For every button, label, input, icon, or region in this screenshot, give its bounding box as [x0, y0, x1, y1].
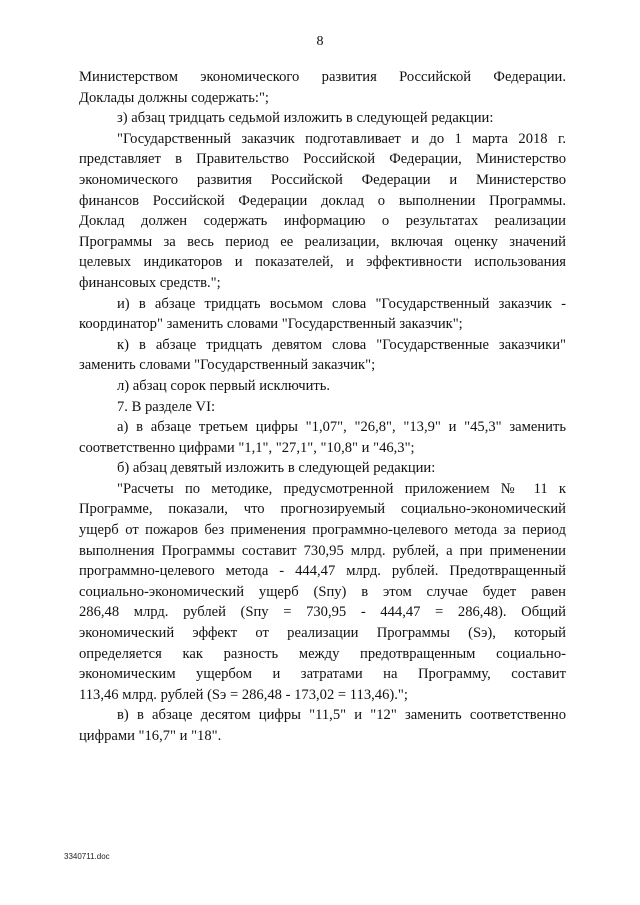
text-line: б) абзац девятый изложить в следующей редакции:	[117, 460, 436, 477]
text-line: в) в абзаце десятом цифры "11,5" и "12" заменить соответственно	[117, 707, 566, 724]
text-line: з) абзац тридцать седьмой изложить в следующей редакции:	[117, 110, 494, 127]
text-line: координатор" заменить словами "Государственный заказчик";	[79, 316, 463, 333]
text-line: ущерб от пожаров без применения программно-целевого метода за период	[79, 522, 566, 539]
text-line: Доклад должен содержать информацию о результатах реализации	[79, 213, 566, 230]
text-line: Программе, показали, что прогнозируемый социально-экономический	[79, 501, 566, 518]
text-line: "Государственный заказчик подготавливает и до 1 марта 2018 г.	[117, 130, 566, 147]
text-line: экономический эффект от реализации Программы (Sэ), который	[79, 625, 566, 642]
text-line: финансовых средств.";	[79, 274, 221, 291]
text-line: экономического развития Российской Федерации и Министерство	[79, 171, 566, 188]
document-body	[79, 67, 566, 747]
text-line: 7. В разделе VI:	[117, 398, 216, 415]
text-line: определяется как разность между предотвращенным социально-	[79, 645, 566, 662]
text-line: Программы за весь период ее реализации, включая оценку значений	[79, 233, 566, 250]
text-line: социально-экономический ущерб (Sпу) в этом случае будет равен	[79, 583, 566, 600]
text-line: л) абзац сорок первый исключить.	[117, 377, 331, 394]
text-line: представляет в Правительство Российской Федерации, Министерство	[79, 151, 566, 168]
text-line: цифрами "16,7" и "18".	[79, 728, 222, 744]
text-line: соответственно цифрами "1,1", "27,1", "10,8" и "46,3";	[79, 439, 415, 456]
text-line: и) в абзаце тридцать восьмом слова "Государственный заказчик -	[117, 295, 566, 312]
text-line: выполнения Программы составит 730,95 млрд. рублей, а при применении	[79, 542, 566, 559]
text-line: заменить словами "Государственный заказчик";	[79, 357, 376, 374]
text-line: "Расчеты по методике, предусмотренной приложением № 11 к	[117, 480, 566, 497]
text-line: 113,46 млрд. рублей (Sэ = 286,48 - 173,02 = 113,46).";	[79, 686, 408, 703]
text-line: финансов Российской Федерации доклад о выполнении Программы.	[79, 192, 566, 209]
text-line: экономическим ущербом и затратами на Программу, составит	[79, 666, 566, 683]
text-line: к) в абзаце тридцать девятом слова "Государственные заказчики"	[117, 336, 566, 353]
footer-filename: 3340711.doc	[64, 852, 110, 861]
text-line: Министерством экономического развития Российской Федерации.	[79, 69, 566, 85]
text-line: а) в абзаце третьем цифры "1,07", "26,8", "13,9" и "45,3" заменить	[117, 419, 566, 436]
page-number: 8	[316, 34, 324, 49]
text-line: 286,48 млрд. рублей (Sпу = 730,95 - 444,47 = 286,48). Общий	[79, 604, 566, 621]
text-line: целевых индикаторов и показателей, и эффективности использования	[79, 254, 566, 271]
text-line: Доклады должны содержать:";	[79, 89, 269, 106]
text-line: программно-целевого метода - 444,47 млрд. рублей. Предотвращенный	[79, 563, 566, 580]
